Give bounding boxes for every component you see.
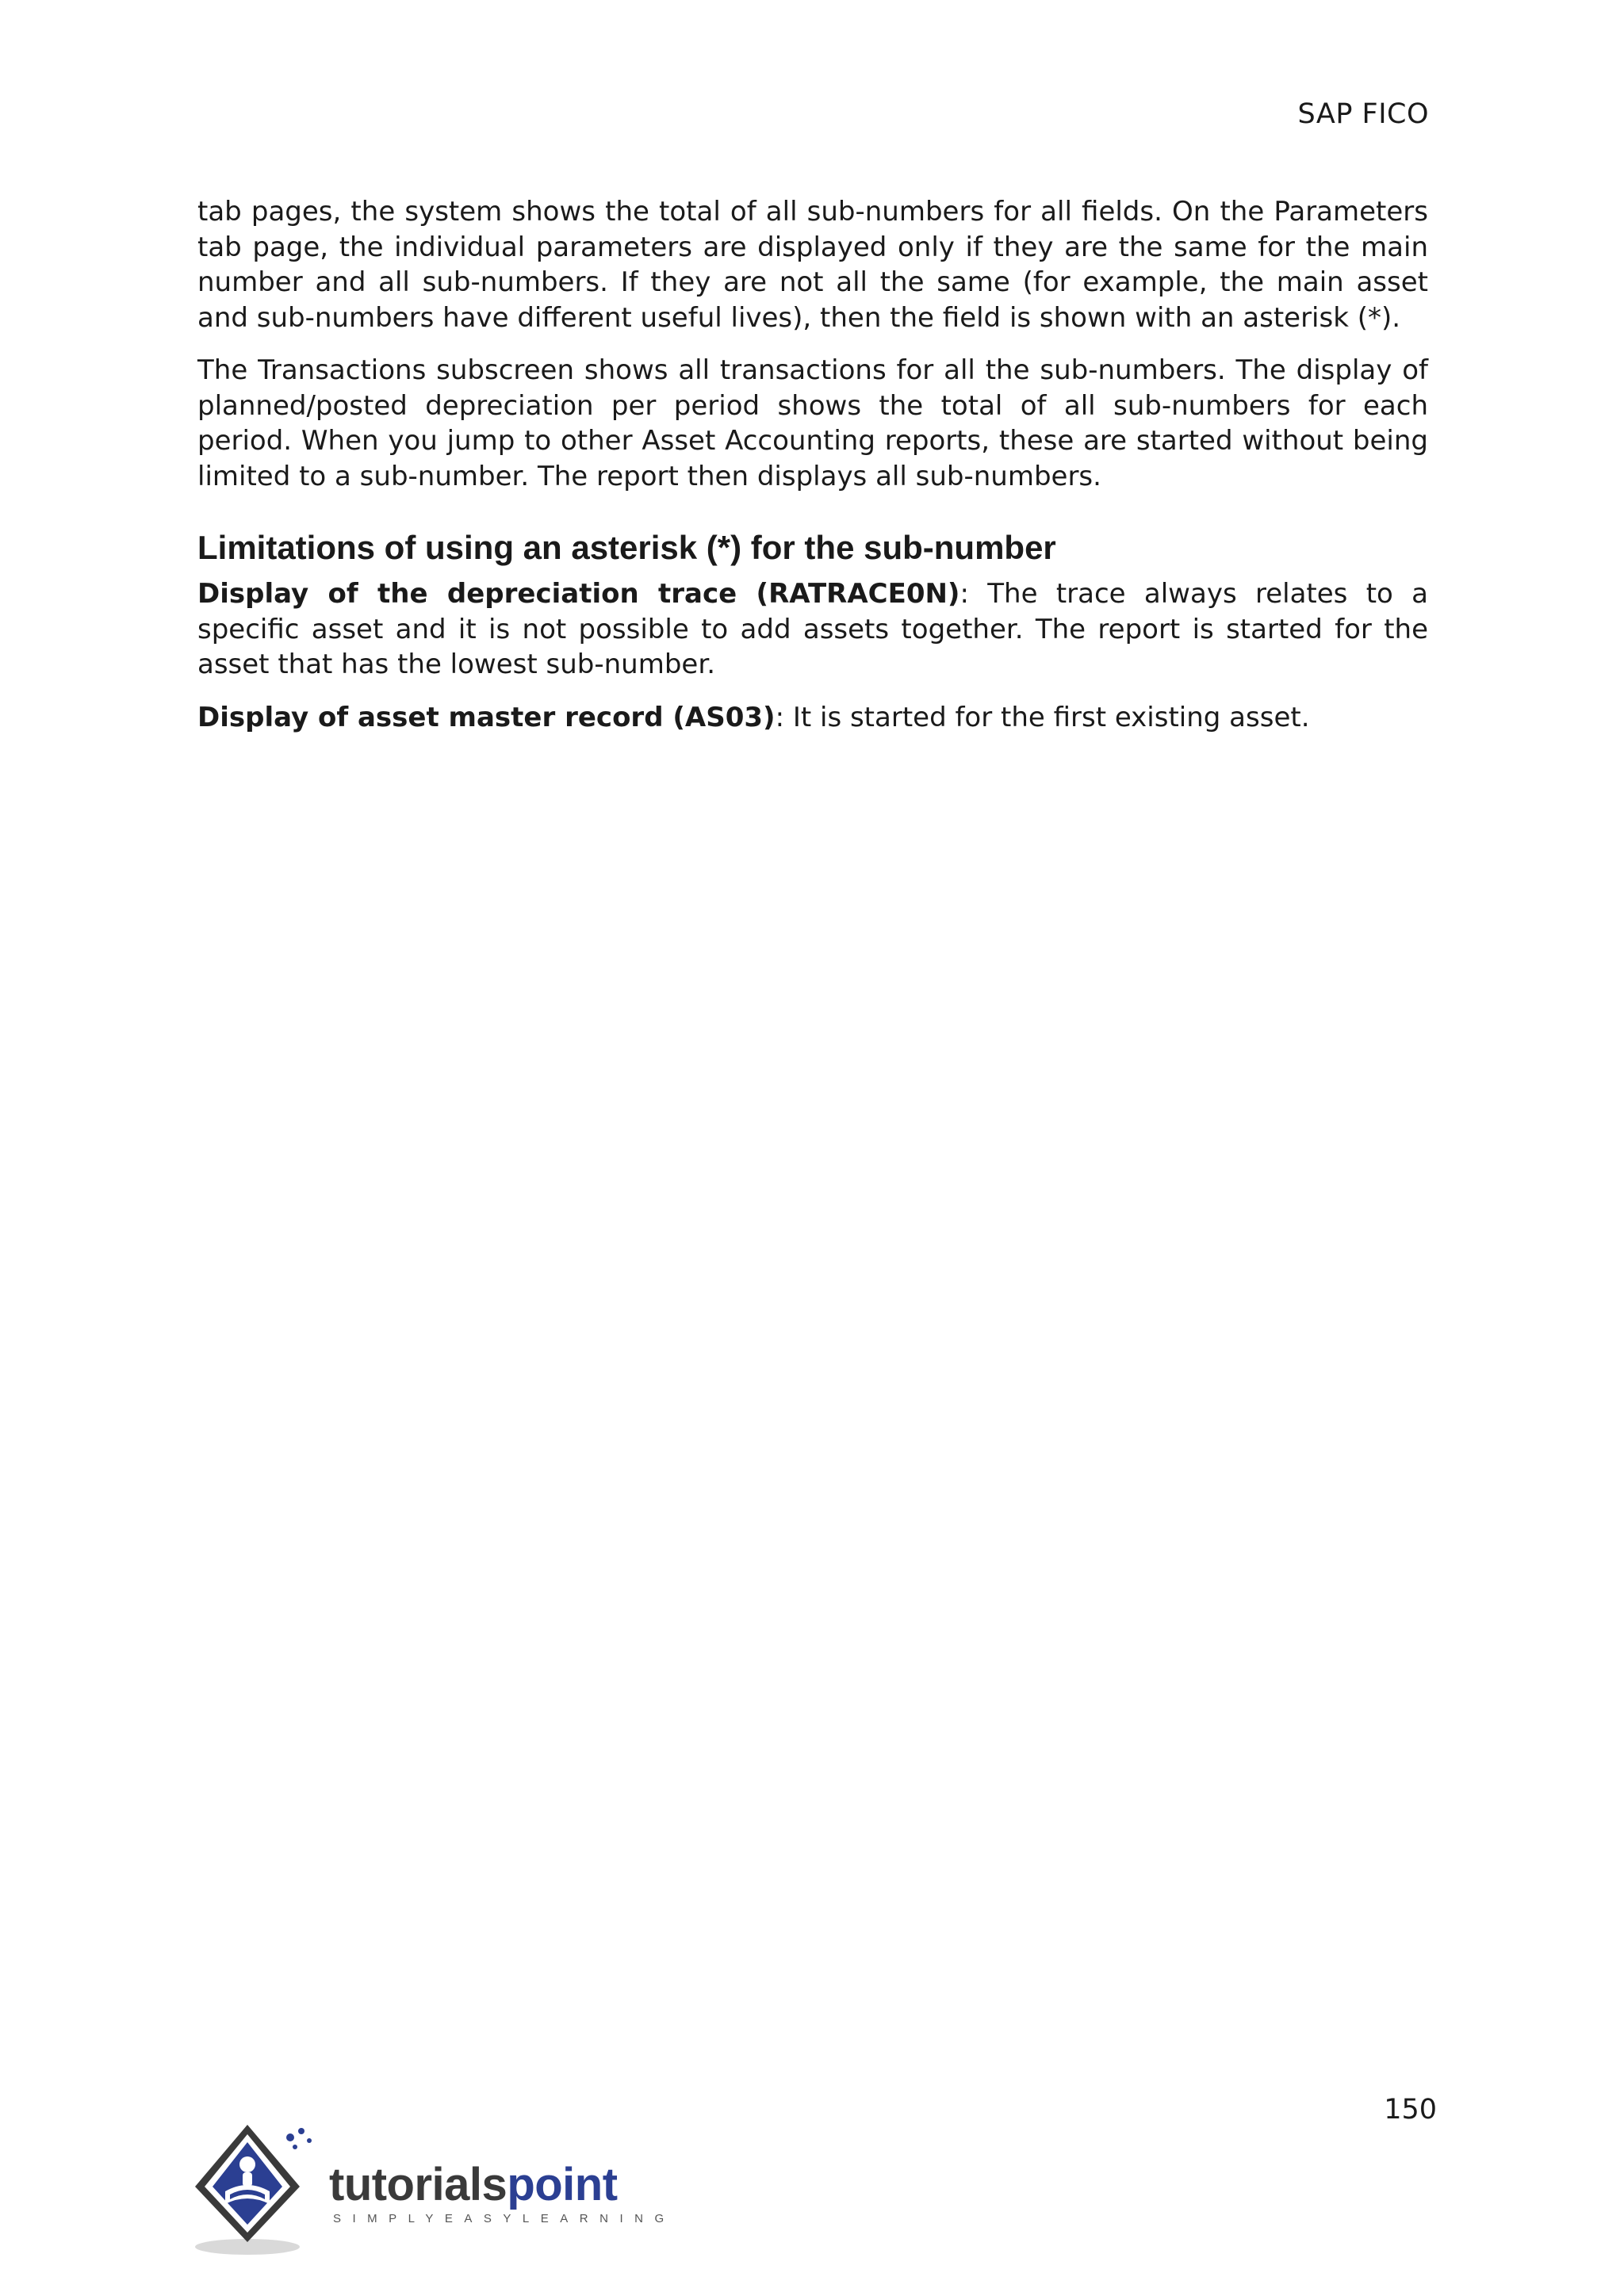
logo-word-tutorials: tutorials — [329, 2159, 508, 2210]
term-depreciation-trace: Display of the depreciation trace (RATRACE0N) — [197, 578, 960, 610]
section-heading: Limitations of using an asterisk (*) for the sub-number — [197, 529, 1056, 566]
paragraph-asset-master-record — [197, 700, 1428, 736]
logo-wordmark — [329, 2161, 618, 2209]
page-number: 150 — [1384, 2094, 1437, 2126]
text-depreciation-trace: : The trace always relates to a specific asset and it is not possible to add assets together. The report is started for the asset that has the lowest sub-number. — [197, 578, 1428, 680]
running-header: SAP FICO — [1297, 98, 1429, 130]
tutorialspoint-logo — [190, 2115, 676, 2266]
paragraph-depreciation-trace — [197, 576, 1428, 683]
text-asset-master-record: : It is started for the first existing asset. — [775, 701, 1310, 733]
logo-word-point: point — [507, 2159, 618, 2210]
logo-tagline: SIMPLYEASYLEARNING — [333, 2212, 676, 2225]
paragraph-transactions: The Transactions subscreen shows all transactions for all the sub-numbers. The display of planned/posted depreciation per period shows the total of all sub-numbers for each period. When you jump to other Asset Accounting reports, these are started without being limited to a sub-number. The report then displays all sub-numbers. — [197, 354, 1428, 492]
term-asset-master-record: Display of asset master record (AS03) — [197, 701, 776, 733]
paragraph-tab-pages: tab pages, the system shows the total of all sub-numbers for all fields. On the Parameters tab page, the individual parameters are displayed only if they are the same for the main number and all sub-numbers. If they are not all the same (for example, the main asset and sub-numbers have different useful lives), then the field is shown with an asterisk (*). — [197, 196, 1428, 334]
page-content — [197, 194, 1428, 752]
logo-mark-icon — [190, 2115, 333, 2266]
